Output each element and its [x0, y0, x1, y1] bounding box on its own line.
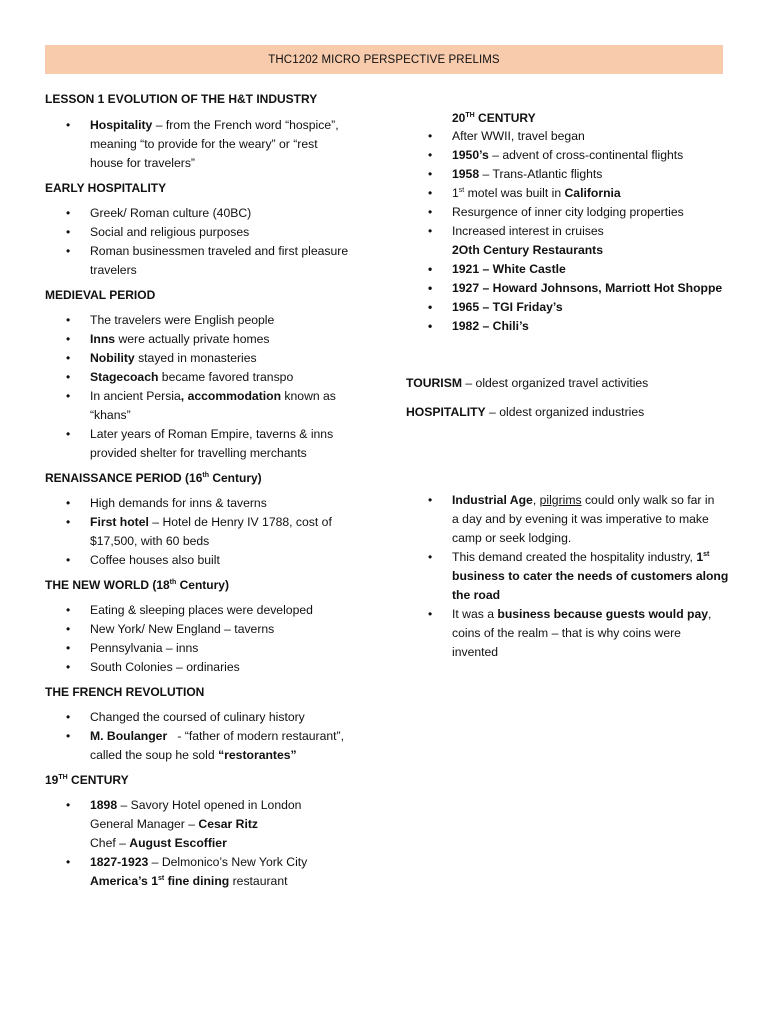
list-item: • Eating & sleeping places were developed [45, 601, 375, 620]
french-revolution-list [45, 708, 375, 765]
list-item: • 1st motel was built in California [406, 184, 736, 203]
list-item: • Nobility stayed in monasteries [45, 349, 375, 368]
list-item: • This demand created the hospitality industry, 1st business to cater the needs of customers along the road [406, 548, 736, 605]
list-item: • Hospitality – from the French word “hospice”, meaning “to provide for the weary” or “rest house for travelers” [45, 116, 375, 173]
list-item: • Resurgence of inner city lodging properties [406, 203, 736, 222]
list-item: • 1950’s – advent of cross-continental flights [406, 146, 736, 165]
restaurants-subheading: 2Oth Century Restaurants [452, 243, 604, 257]
new-world-heading: THE NEW WORLD (18th Century) [45, 578, 229, 592]
list-item: • Coffee houses also built [45, 551, 375, 570]
list-item: • It was a business because guests would pay, coins of the realm – that is why coins were invented [406, 605, 736, 662]
new-world-list [45, 601, 375, 677]
early-hospitality-list [45, 204, 375, 280]
list-item: • Later years of Roman Empire, taverns & inns provided shelter for travelling merchants [45, 425, 375, 463]
lesson-heading: LESSON 1 EVOLUTION OF THE H&T INDUSTRY [45, 92, 318, 106]
list-item: • 1898 – Savory Hotel opened in London General Manager – Cesar Ritz Chef – August Escoffier [45, 796, 375, 853]
document-title: THC1202 MICRO PERSPECTIVE PRELIMS [268, 53, 500, 66]
list-item: • High demands for inns & taverns [45, 494, 375, 513]
list-item: • Roman businessmen traveled and first pleasure travelers [45, 242, 375, 280]
industrial-age-list [406, 491, 736, 662]
medieval-heading: MEDIEVAL PERIOD [45, 288, 156, 302]
list-item: • Stagecoach became favored transpo [45, 368, 375, 387]
list-item: • 1958 – Trans-Atlantic flights [406, 165, 736, 184]
tourism-definition: TOURISM – oldest organized travel activities [406, 376, 649, 390]
list-item: • Pennsylvania – inns [45, 639, 375, 658]
hospitality-list [45, 116, 375, 173]
list-item: • South Colonies – ordinaries [45, 658, 375, 677]
renaissance-heading: RENAISSANCE PERIOD (16th Century) [45, 471, 262, 485]
list-item: • Inns were actually private homes [45, 330, 375, 349]
right-column [406, 110, 736, 662]
list-item: • First hotel – Hotel de Henry IV 1788, cost of $17,500, with 60 beds [45, 513, 375, 551]
list-item: • The travelers were English people [45, 311, 375, 330]
list-item: • Greek/ Roman culture (40BC) [45, 204, 375, 223]
list-item: • 1982 – Chili’s [406, 317, 736, 336]
nineteenth-century-list [45, 796, 375, 891]
list-item: • In ancient Persia, accommodation known as “khans” [45, 387, 375, 425]
twentieth-century-heading: 20TH CENTURY [452, 111, 536, 125]
restaurants-list [406, 260, 736, 336]
list-item: • 1927 – Howard Johnsons, Marriott Hot Shoppe [406, 279, 736, 298]
list-item: • 1965 – TGI Friday’s [406, 298, 736, 317]
list-item: • 1921 – White Castle [406, 260, 736, 279]
list-item: • 1827-1923 – Delmonico’s New York City America’s 1st fine dining restaurant [45, 853, 375, 891]
renaissance-list [45, 494, 375, 570]
early-hospitality-heading: EARLY HOSPITALITY [45, 181, 167, 195]
french-revolution-heading: THE FRENCH REVOLUTION [45, 685, 205, 699]
hospitality-definition: HOSPITALITY – oldest organized industries [406, 405, 645, 419]
list-item: • M. Boulanger - “father of modern restaurant”, called the soup he sold “restorantes” [45, 727, 375, 765]
document-title-bar [45, 45, 723, 74]
left-column [45, 92, 375, 891]
medieval-list [45, 311, 375, 463]
list-item: • Changed the coursed of culinary history [45, 708, 375, 727]
list-item: • Increased interest in cruises [406, 222, 736, 241]
list-item: • After WWII, travel began [406, 127, 736, 146]
twentieth-century-list [406, 127, 736, 241]
list-item: • Industrial Age, pilgrims could only walk so far in a day and by evening it was imperative to make camp or seek lodging. [406, 491, 736, 548]
nineteenth-century-heading: 19TH CENTURY [45, 773, 129, 787]
list-item: • New York/ New England – taverns [45, 620, 375, 639]
list-item: • Social and religious purposes [45, 223, 375, 242]
